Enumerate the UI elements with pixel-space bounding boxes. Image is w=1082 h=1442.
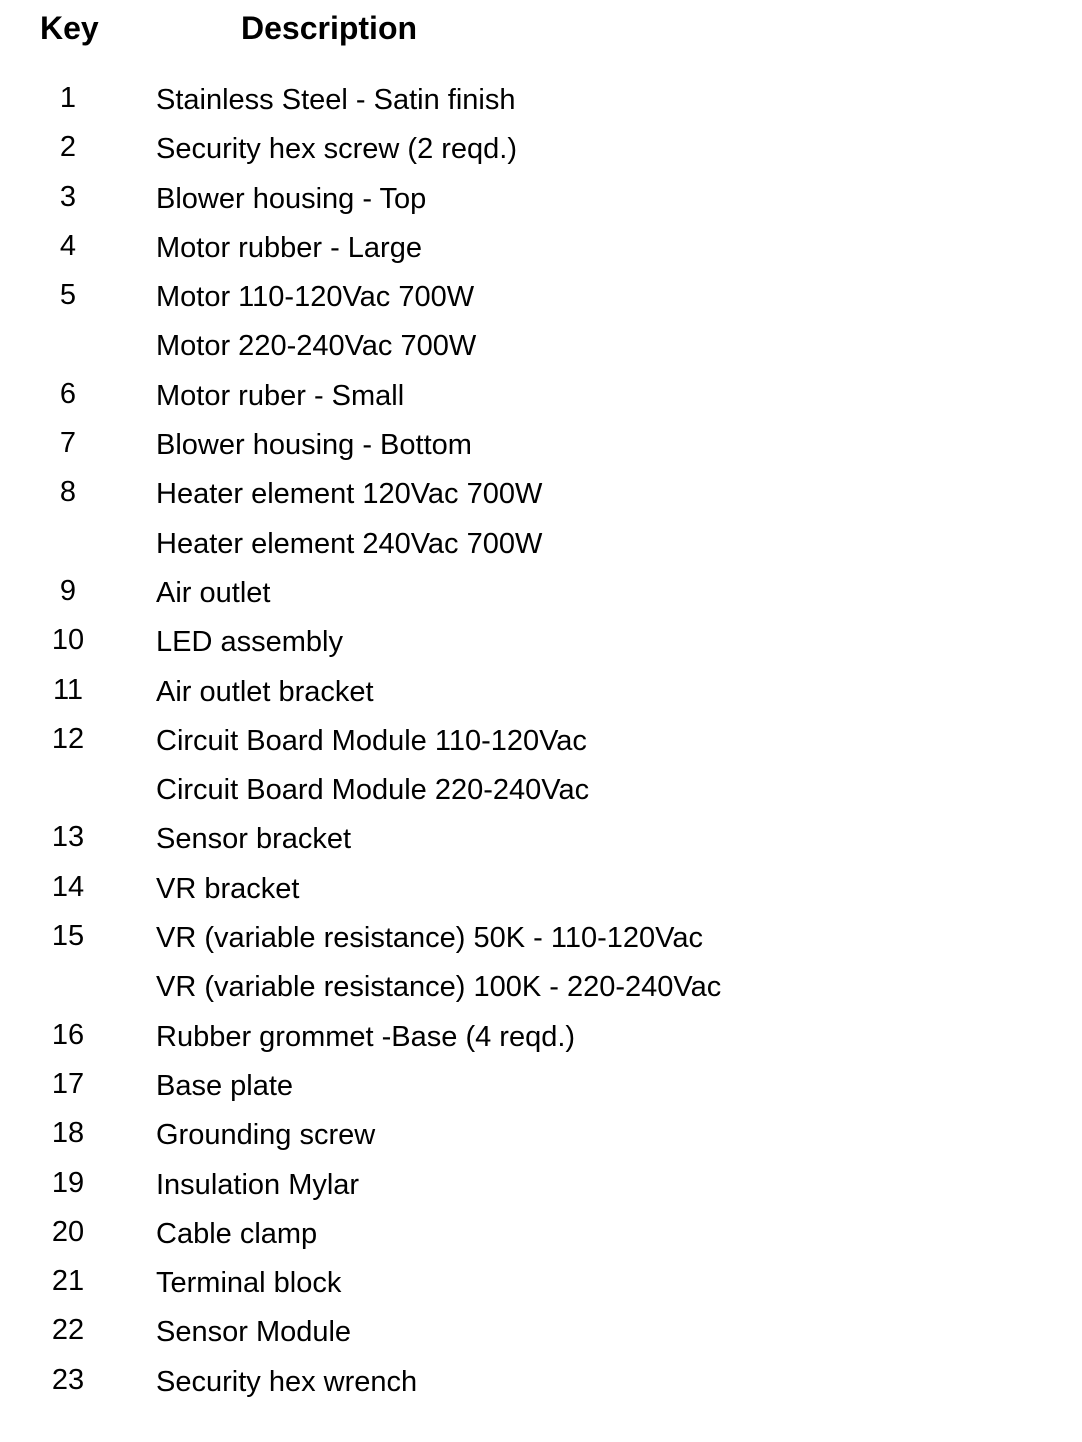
part-key: 12 xyxy=(51,722,85,755)
table-row xyxy=(0,770,1082,819)
part-description: Heater element 120Vac 700W xyxy=(156,478,543,511)
part-description: Security hex wrench xyxy=(156,1365,418,1398)
table-row xyxy=(0,1312,1082,1361)
table-row xyxy=(0,918,1082,967)
table-row xyxy=(0,819,1082,868)
table-row xyxy=(0,474,1082,523)
table-row xyxy=(0,524,1082,573)
part-key: 19 xyxy=(51,1166,85,1199)
table-row xyxy=(0,869,1082,918)
part-key: 20 xyxy=(51,1215,85,1248)
part-key: 21 xyxy=(51,1265,85,1298)
table-row xyxy=(0,721,1082,770)
part-key: 18 xyxy=(51,1117,85,1150)
key-column-header: Key xyxy=(40,10,99,46)
part-description: VR bracket xyxy=(156,872,300,905)
part-description: VR (variable resistance) 100K - 220-240Vac xyxy=(156,971,722,1004)
table-row xyxy=(0,1165,1082,1214)
part-description: Air outlet xyxy=(156,576,271,609)
part-description: Motor 220-240Vac 700W xyxy=(156,330,477,363)
table-row xyxy=(0,1066,1082,1115)
part-description: Grounding screw xyxy=(156,1119,376,1152)
part-description: VR (variable resistance) 50K - 110-120Vac xyxy=(156,922,703,955)
table-row xyxy=(0,967,1082,1016)
table-row xyxy=(0,573,1082,622)
table-row xyxy=(0,228,1082,277)
part-description: Motor rubber - Large xyxy=(156,231,422,264)
parts-list xyxy=(0,80,1082,1411)
part-description: Blower housing - Top xyxy=(156,182,427,215)
table-row xyxy=(0,425,1082,474)
part-description: Blower housing - Bottom xyxy=(156,429,472,462)
part-key: 15 xyxy=(51,920,85,953)
part-description: Sensor bracket xyxy=(156,823,352,856)
description-column-header: Description xyxy=(241,10,418,46)
part-key: 14 xyxy=(51,870,85,903)
table-row xyxy=(0,326,1082,375)
part-key: 17 xyxy=(51,1067,85,1100)
part-key: 7 xyxy=(59,427,77,460)
part-description: Insulation Mylar xyxy=(156,1168,360,1201)
part-key: 22 xyxy=(51,1314,85,1347)
table-row xyxy=(0,376,1082,425)
table-row xyxy=(0,80,1082,129)
part-key: 8 xyxy=(59,476,77,509)
part-description: Circuit Board Module 220-240Vac xyxy=(156,774,590,807)
table-row xyxy=(0,1362,1082,1411)
part-key: 11 xyxy=(52,673,84,706)
table-row xyxy=(0,179,1082,228)
part-description: Stainless Steel - Satin finish xyxy=(156,84,516,116)
part-key: 23 xyxy=(51,1363,85,1396)
part-description: Terminal block xyxy=(156,1267,342,1300)
part-key: 5 xyxy=(59,279,77,312)
part-description: Air outlet bracket xyxy=(156,675,374,708)
table-row xyxy=(0,622,1082,671)
part-description: Motor ruber - Small xyxy=(156,379,405,412)
table-row xyxy=(0,672,1082,721)
part-description: Motor 110-120Vac 700W xyxy=(156,281,475,314)
table-row xyxy=(0,277,1082,326)
table-row xyxy=(0,1263,1082,1312)
part-description: Circuit Board Module 110-120Vac xyxy=(156,724,587,757)
part-key: 4 xyxy=(59,229,77,262)
part-key: 1 xyxy=(59,82,77,114)
part-key: 2 xyxy=(59,131,77,164)
part-key: 6 xyxy=(59,377,77,410)
part-key: 13 xyxy=(51,821,85,854)
part-key: 3 xyxy=(59,180,77,213)
part-description: Sensor Module xyxy=(156,1316,352,1349)
table-row xyxy=(0,1115,1082,1164)
part-key: 10 xyxy=(51,624,85,657)
part-description: Rubber grommet -Base (4 reqd.) xyxy=(156,1020,576,1053)
part-description: Security hex screw (2 reqd.) xyxy=(156,133,518,166)
table-row xyxy=(0,1017,1082,1066)
part-description: Heater element 240Vac 700W xyxy=(156,527,543,560)
part-description: Cable clamp xyxy=(156,1217,318,1250)
part-description: Base plate xyxy=(156,1069,294,1102)
table-row xyxy=(0,1214,1082,1263)
part-description: LED assembly xyxy=(156,626,343,659)
part-key: 16 xyxy=(51,1018,85,1051)
part-key: 9 xyxy=(59,574,77,607)
table-row xyxy=(0,129,1082,178)
